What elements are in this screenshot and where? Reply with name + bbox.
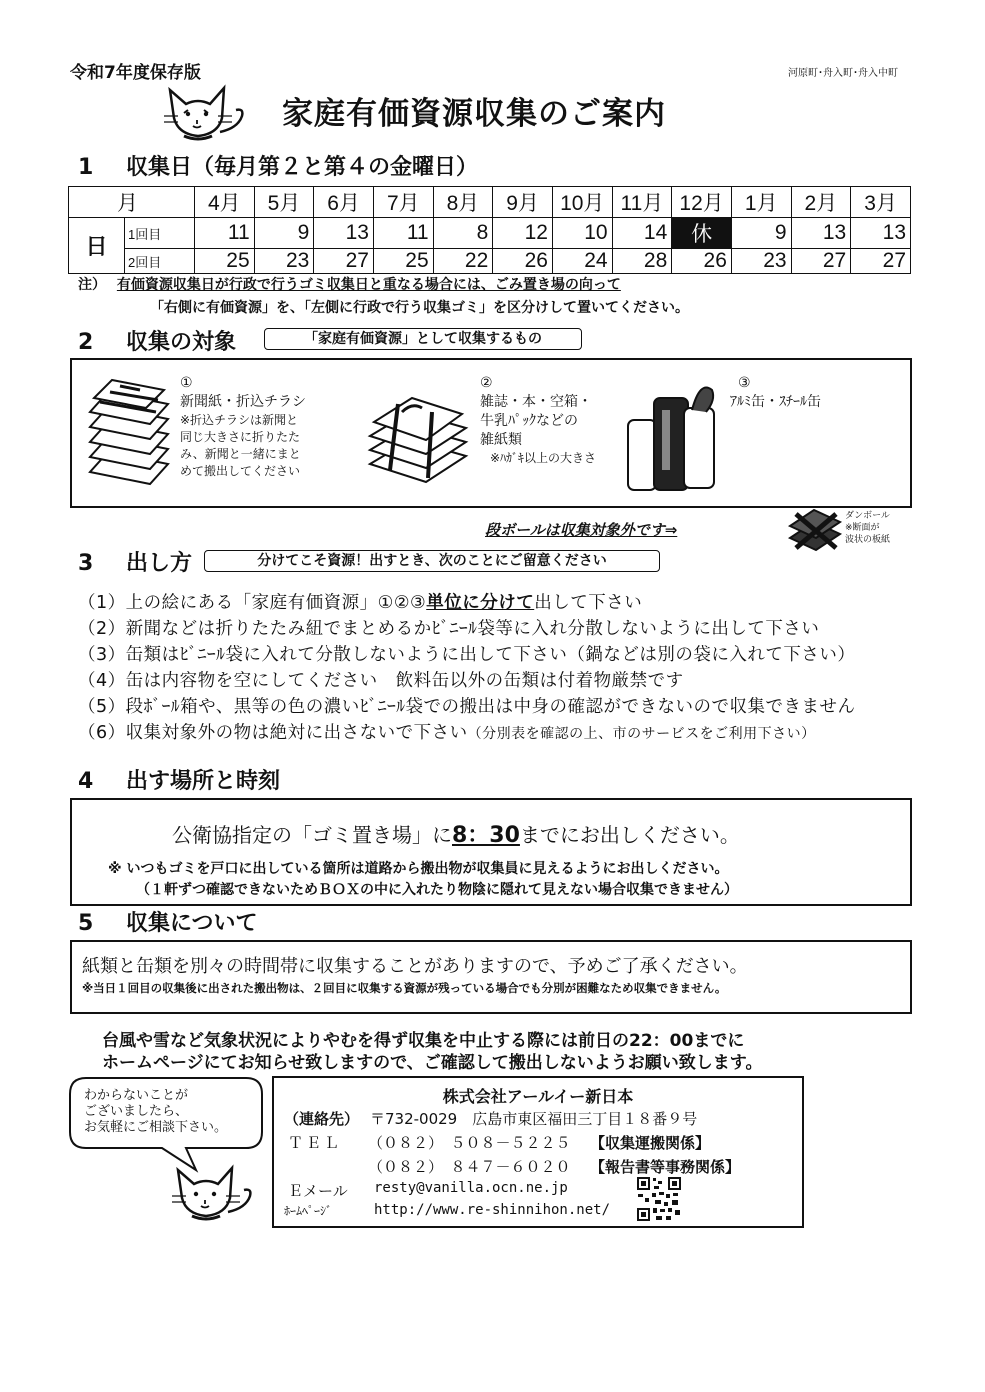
- schedule-note-line2: 「右側に有価資源」を、「左側に行政で行う収集ゴミ」を区分けして置いてください。: [150, 300, 689, 316]
- schedule-note-line1: 注） 有価資源収集日が行政で行うゴミ収集日と重なる場合には、ごみ置き場の向って: [78, 277, 621, 293]
- month-cell: 9月: [493, 187, 553, 218]
- collection-time: 8：30: [452, 823, 520, 848]
- month-cell: 3月: [851, 187, 911, 218]
- web-label: ﾎｰﾑﾍﾟｰｼﾞ: [284, 1204, 333, 1218]
- day-header: 日: [69, 218, 125, 274]
- date-cell: 9: [254, 218, 314, 249]
- date-cell: 22: [433, 249, 493, 274]
- instruction-1: （1）上の絵にある「家庭有価資源」①②③単位に分けて出して下さい: [78, 593, 643, 613]
- tel-1-dept: 【収集運搬関係】: [590, 1134, 711, 1152]
- row-label: 2回目: [125, 249, 195, 274]
- section3-tag: 分けてこそ資源！出すとき、次のことにご留意ください: [204, 550, 660, 572]
- month-cell: 8月: [433, 187, 493, 218]
- date-cell: 12: [493, 218, 553, 249]
- month-cell: 4月: [195, 187, 255, 218]
- page-title: 家庭有価資源収集のご案内: [282, 96, 666, 132]
- collection-info-note: ※当日１回目の収集後に出された搬出物は、２回目に収集する資源が残っている場合でも分別が困難なため収集できません。: [82, 981, 727, 995]
- company-name: 株式会社アールイー新日本: [442, 1087, 634, 1106]
- date-cell: 28: [612, 249, 672, 274]
- item2: ② 雑誌・本・空箱・ 牛乳ﾊﾟｯｸなどの 雑紙類 ※ﾊｶﾞｷ以上の大きさ: [480, 375, 597, 465]
- date-cell: 10: [552, 218, 612, 249]
- date-cell: 27: [314, 249, 374, 274]
- cardboard-label: ダンボール ※断面が 波状の板紙: [845, 511, 891, 545]
- date-cell: 13: [851, 218, 911, 249]
- month-cell: 12月: [672, 187, 732, 218]
- email-label: Ｅメール: [288, 1182, 348, 1200]
- date-cell: 11: [195, 218, 255, 249]
- collection-info-main: 紙類と缶類を別々の時間帯に収集することがありますので、予めご了承ください。: [82, 956, 748, 977]
- month-cell: 2月: [791, 187, 851, 218]
- instruction-5: （5）段ﾎﾞｰﾙ箱や、黒等の色の濃いﾋﾞﾆｰﾙ袋での搬出は中身の確認ができないので収集できません: [78, 697, 856, 717]
- month-cell: 1月: [731, 187, 791, 218]
- date-cell: 27: [791, 249, 851, 274]
- web-link[interactable]: http://www.re-shinnihon.net/: [374, 1202, 611, 1218]
- item1: ① 新聞紙・折込チラシ ※折込チラシは新聞と 同じ大きさに折りたた み、新聞と一緒にまと めて搬出してください: [180, 375, 306, 478]
- weather-notice-1: 台風や雪など気象状況によりやむを得ず収集を中止する際には前日の22：00までに: [102, 1031, 745, 1051]
- date-cell: 13: [314, 218, 374, 249]
- qr-code-icon[interactable]: [636, 1176, 682, 1222]
- date-cell: 8: [433, 218, 493, 249]
- tel-1: （０８２） ５０８－５２２５: [368, 1134, 571, 1152]
- date-cell: 27: [851, 249, 911, 274]
- tel-2-dept: 【報告書等事務関係】: [590, 1158, 741, 1176]
- cardboard-notice: 段ボールは収集対象外です⇒: [485, 521, 678, 539]
- date-cell: 9: [731, 218, 791, 249]
- month-cell: 7月: [373, 187, 433, 218]
- email-link[interactable]: resty@vanilla.ocn.ne.jp: [374, 1180, 568, 1196]
- cardboard-excluded-icon: [786, 508, 844, 554]
- section3-heading: 3 出し方: [78, 551, 193, 576]
- section4-heading: 4 出す場所と時刻: [78, 769, 281, 794]
- cat-mascot-icon: [160, 80, 252, 142]
- cat-mascot-bottom-icon: [168, 1160, 260, 1222]
- month-cell: 10月: [552, 187, 612, 218]
- instruction-3: （3）缶類はﾋﾞﾆｰﾙ袋に入れて分散しないように出して下さい（鍋などは別の袋に入れて下さい）: [78, 645, 856, 665]
- place-note-1: ※ いつもゴミを戸口に出している箇所は道路から搬出物が収集員に見えるようにお出しください。: [108, 861, 729, 877]
- instruction-2: （2）新聞などは折りたたみ紐でまとめるかﾋﾞﾆｰﾙ袋等に入れ分散しないように出して下さい: [78, 619, 820, 639]
- tel-2: （０８２） ８４７－６０２０: [368, 1158, 571, 1176]
- date-cell: 25: [373, 249, 433, 274]
- date-cell: 14: [612, 218, 672, 249]
- section5-heading: 5 収集について: [78, 911, 258, 936]
- month-cell: 6月: [314, 187, 374, 218]
- date-cell: 11: [373, 218, 433, 249]
- section2-tag: 「家庭有価資源」として収集するもの: [264, 328, 582, 350]
- place-time-box: [70, 798, 912, 906]
- table-row: [69, 218, 911, 249]
- schedule-table: [68, 186, 911, 274]
- instruction-4: （4）缶は内容物を空にしてください 飲料缶以外の缶類は付着物厳禁です: [78, 671, 684, 691]
- date-cell: 23: [731, 249, 791, 274]
- month-cell: 11月: [612, 187, 672, 218]
- section1-heading: 1 収集日（毎月第２と第４の金曜日）: [78, 155, 479, 180]
- month-cell: 5月: [254, 187, 314, 218]
- speech-bubble-text: わからないことが ございましたら、 お気軽にご相談下さい。: [84, 1088, 228, 1135]
- item3: ③ ｱﾙﾐ缶・ｽﾁｰﾙ缶: [730, 375, 821, 410]
- cans-icon: [624, 380, 724, 498]
- date-cell: 23: [254, 249, 314, 274]
- edition-label: 令和7年度保存版: [70, 63, 201, 83]
- date-cell: 13: [791, 218, 851, 249]
- collection-info-box: [70, 940, 912, 1014]
- date-cell: 26: [493, 249, 553, 274]
- magazine-bundle-icon: [362, 382, 472, 492]
- newspaper-stack-icon: [80, 372, 170, 492]
- instruction-6: （6）収集対象外の物は絶対に出さないで下さい（分別表を確認の上、市のサービスをご利用下さい）: [78, 723, 816, 743]
- recyclables-box: [70, 358, 912, 508]
- month-header: 月: [69, 187, 195, 218]
- date-cell: 26: [672, 249, 732, 274]
- table-row: [69, 249, 911, 274]
- contact-box: [272, 1076, 804, 1228]
- date-cell: 24: [552, 249, 612, 274]
- contact-label: （連絡先）: [284, 1110, 360, 1128]
- tel-label: ＴＥＬ: [288, 1134, 343, 1152]
- area-names: 河原町･舟入町･舟入中町: [788, 68, 898, 79]
- date-cell: 25: [195, 249, 255, 274]
- table-row: [69, 187, 911, 218]
- holiday-cell: 休: [672, 218, 732, 249]
- row-label: 1回目: [125, 218, 195, 249]
- place-note-2: （１軒ずつ確認できないためＢＯＸの中に入れたり物陰に隠れて見えない場合収集できません）: [136, 882, 738, 898]
- company-address: 〒732-0029 広島市東区福田三丁目１８番９号: [370, 1110, 698, 1128]
- weather-notice-2: ホームページにてお知らせ致しますので、ご確認して搬出しないようお願い致します。: [102, 1053, 763, 1073]
- section2-heading: 2 収集の対象: [78, 330, 237, 355]
- place-time-main: 公衛協指定の「ゴミ置き場」に8：30までにお出しください。: [172, 823, 740, 848]
